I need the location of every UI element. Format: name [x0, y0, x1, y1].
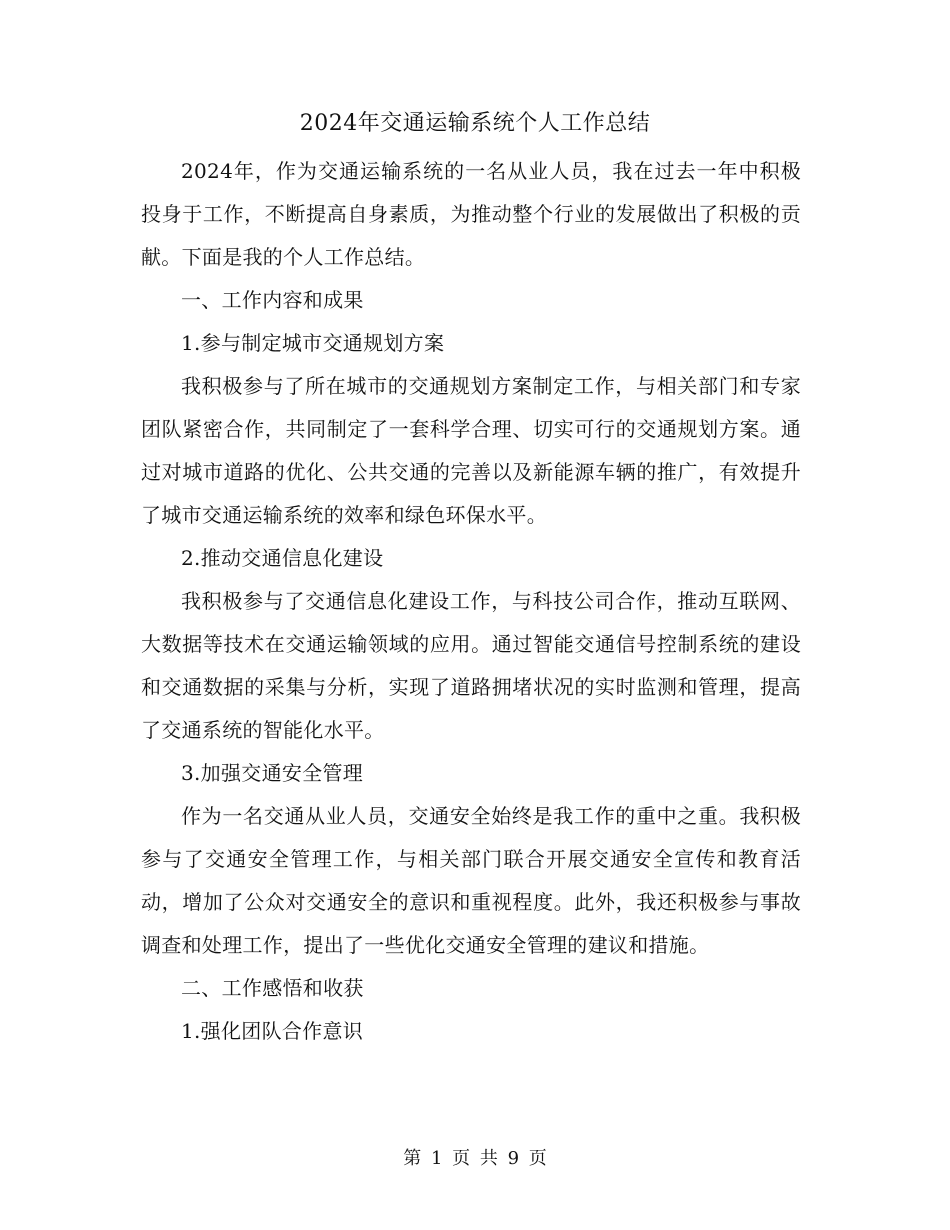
section-heading-insights: 二、工作感悟和收获 — [181, 976, 364, 1000]
document-title: 2024年交通运输系统个人工作总结 — [299, 111, 651, 136]
paragraph-safety-management: 作为一名交通从业人员，交通安全始终是我工作的重中之重。我积极参与了交通安全管理工作，与相关部门联合开展交通安全宣传和教育活动，增加了公众对交通安全的意识和重视程度。此外，我还积极参与事故调查和处理工作，提出了一些优化交通安全管理的建议和措施。 — [141, 804, 801, 957]
document-body — [141, 150, 801, 1053]
subheading-safety-management: 3.加强交通安全管理 — [181, 761, 364, 785]
paragraph-informatization: 我积极参与了交通信息化建设工作，与科技公司合作，推动互联网、大数据等技术在交通运输领域的应用。通过智能交通信号控制系统的建设和交通数据的采集与分析，实现了道路拥堵状况的实时监测和管理，提高了交通系统的智能化水平。 — [141, 589, 801, 742]
intro-paragraph: 2024年，作为交通运输系统的一名从业人员，我在过去一年中积极投身于工作，不断提高自身素质，为推动整个行业的发展做出了积极的贡献。下面是我的个人工作总结。 — [141, 159, 801, 269]
subheading-informatization: 2.推动交通信息化建设 — [181, 546, 384, 570]
paragraph-traffic-planning: 我积极参与了所在城市的交通规划方案制定工作，与相关部门和专家团队紧密合作，共同制定了一套科学合理、切实可行的交通规划方案。通过对城市道路的优化、公共交通的完善以及新能源车辆的推广，有效提升了城市交通运输系统的效率和绿色环保水平。 — [141, 374, 801, 527]
page-number-footer: 第 1 页 共 9 页 — [403, 1148, 547, 1169]
subheading-traffic-planning: 1.参与制定城市交通规划方案 — [181, 331, 445, 355]
section-heading-work-content: 一、工作内容和成果 — [181, 288, 364, 312]
subheading-teamwork: 1.强化团队合作意识 — [181, 1019, 364, 1043]
